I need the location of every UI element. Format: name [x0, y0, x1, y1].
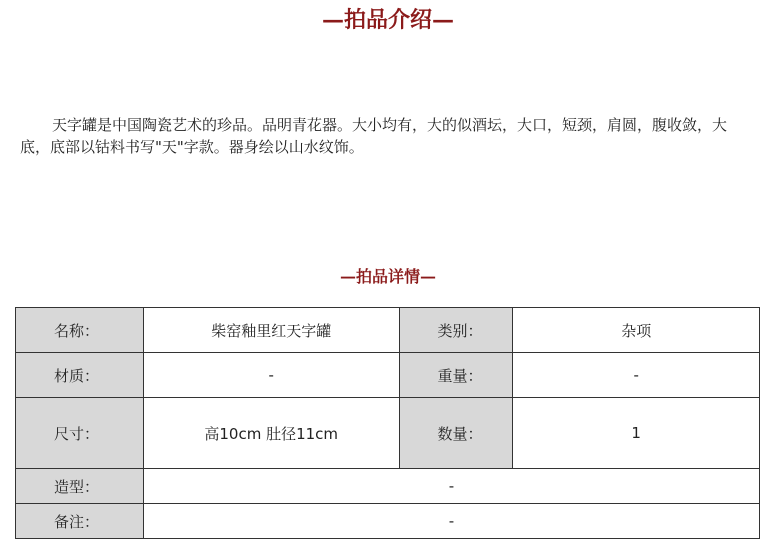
- table-row: [16, 353, 760, 398]
- table-row: [16, 398, 760, 469]
- size-value: 高10cm 肚径11cm: [143, 398, 399, 469]
- table-row: [16, 504, 760, 539]
- material-value: -: [143, 353, 399, 398]
- intro-title: —拍品介绍—: [321, 7, 454, 33]
- detail-table: [15, 307, 760, 539]
- note-label: 备注：: [16, 504, 144, 539]
- weight-label: 重量：: [399, 353, 513, 398]
- name-label: 名称：: [16, 308, 144, 353]
- table-row: [16, 469, 760, 504]
- size-label: 尺寸：: [16, 398, 144, 469]
- weight-value: -: [513, 353, 760, 398]
- shape-value: -: [143, 469, 759, 504]
- quantity-label: 数量：: [399, 398, 513, 469]
- note-value: -: [143, 504, 759, 539]
- quantity-value: 1: [513, 398, 760, 469]
- category-label: 类别：: [399, 308, 513, 353]
- material-label: 材质：: [16, 353, 144, 398]
- name-value: 柴窑釉里红天字罐: [143, 308, 399, 353]
- category-value: 杂项: [513, 308, 760, 353]
- shape-label: 造型：: [16, 469, 144, 504]
- table-row: [16, 308, 760, 353]
- intro-paragraph: 天字罐是中国陶瓷艺术的珍品。品明青花器。大小均有，大的似酒坛，大口，短颈，肩圆，腹收敛，大底，底部以钴料书写"天"字款。器身绘以山水纹饰。: [20, 116, 728, 156]
- detail-title: —拍品详情—: [339, 267, 436, 286]
